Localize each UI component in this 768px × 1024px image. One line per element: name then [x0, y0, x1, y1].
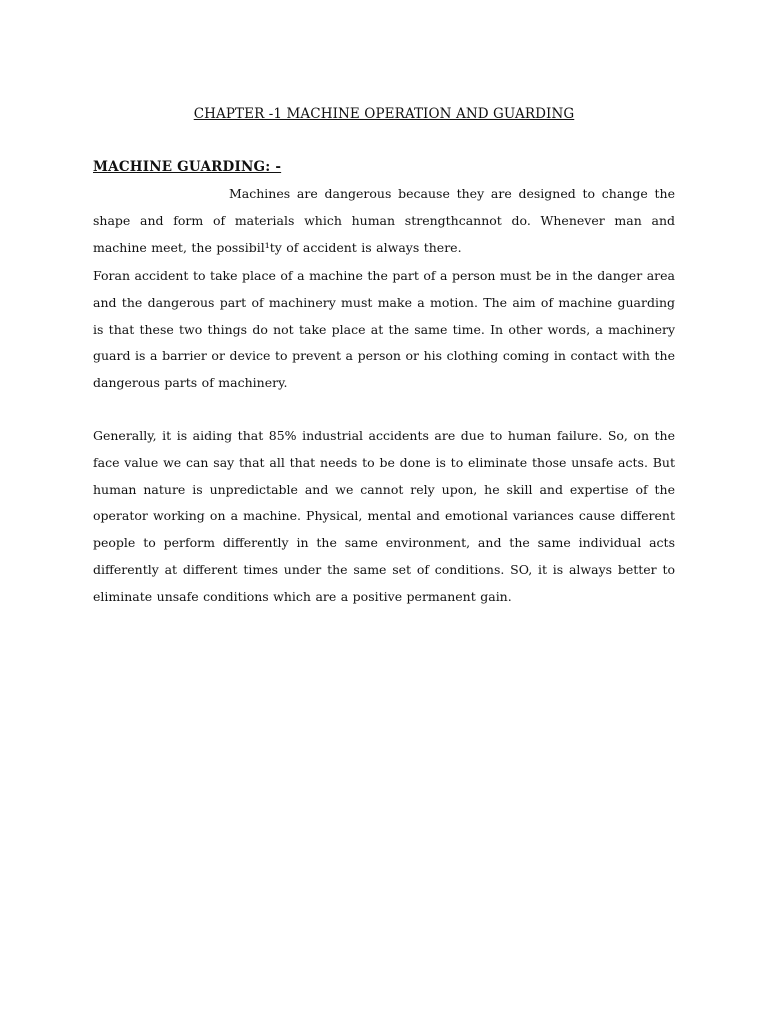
- paragraph-1-text: Machines are dangerous because they are designed to change the shape and form of materials which human strengthcannot do. Whenever man and machine meet, the possibil¹ty of accident is always there.: [93, 186, 675, 255]
- paragraph-1: [93, 181, 675, 261]
- paragraph-3: Generally, it is aiding that 85% industrial accidents are due to human failure. So, on the face value we can say that all that needs to be done is to eliminate those unsafe acts. But human nature is unpredictable and we cannot rely upon, he skill and expertise of the operator working on a machine. Physical, mental and emotional variances cause different people to perform differently in the same environment, and the same individual acts differently at different times under the same set of conditions. SO, it is always better to eliminate unsafe conditions which are a positive permanent gain.: [93, 428, 675, 604]
- section-heading: MACHINE GUARDING: -: [93, 159, 282, 175]
- paragraph-2: Foran accident to take place of a machine the part of a person must be in the danger area and the dangerous part of machinery must make a motion. The aim of machine guarding is that these two things do not take place at the same time. In other words, a machinery guard is a barrier or device to prevent a person or his clothing coming in contact with the dangerous parts of machinery.: [93, 268, 675, 391]
- chapter-title: CHAPTER -1 MACHINE OPERATION AND GUARDING: [193, 106, 575, 122]
